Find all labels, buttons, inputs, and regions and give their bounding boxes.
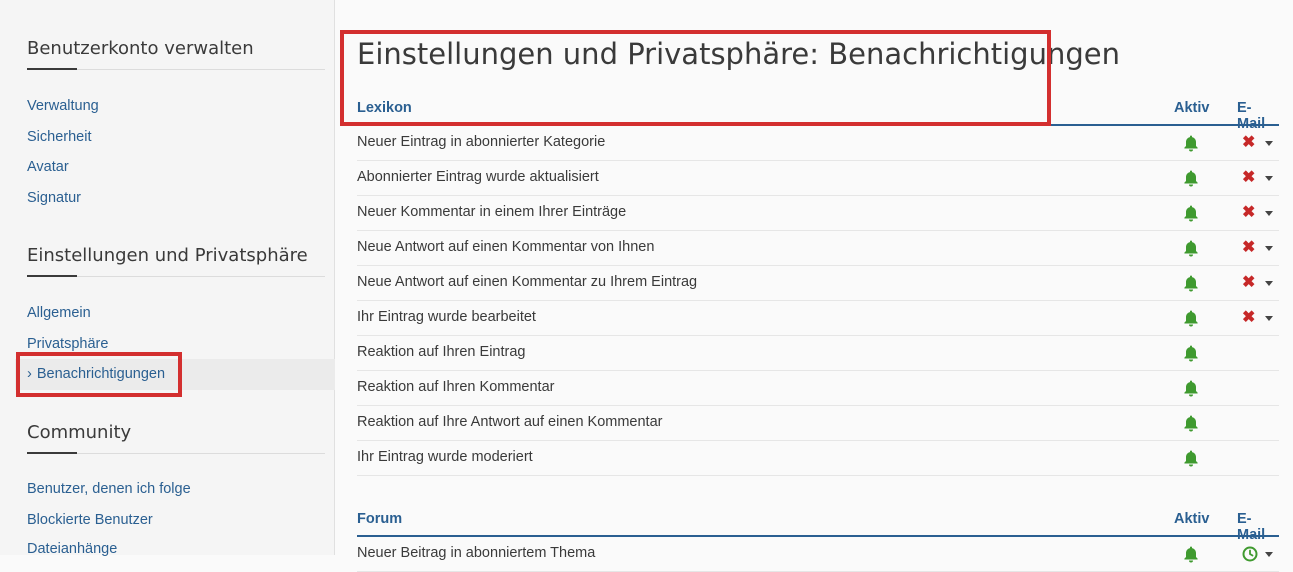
email-setting-dropdown[interactable]	[1242, 135, 1278, 151]
notification-label: Neuer Eintrag in abonnierter Kategorie	[357, 134, 606, 150]
sidebar-item-label: Benachrichtigungen	[36, 366, 166, 382]
caret-down-icon	[1265, 281, 1273, 286]
notification-label: Reaktion auf Ihren Kommentar	[357, 379, 555, 395]
bell-icon[interactable]	[1182, 204, 1200, 222]
x-icon: ✖	[1242, 134, 1256, 151]
email-setting-dropdown[interactable]	[1242, 170, 1278, 186]
notification-row	[357, 406, 1279, 441]
sidebar-item-blocked[interactable]: Blockierte Benutzer	[27, 512, 153, 528]
notification-label: Ihr Eintrag wurde bearbeitet	[357, 309, 536, 325]
sidebar-item-signatur[interactable]: Signatur	[27, 190, 82, 206]
notification-row	[357, 161, 1279, 196]
section-label: Lexikon	[357, 100, 412, 116]
caret-down-icon	[1265, 141, 1273, 146]
notification-row	[357, 126, 1279, 161]
bell-icon[interactable]	[1182, 274, 1200, 292]
sidebar	[0, 0, 335, 555]
x-icon: ✖	[1242, 239, 1256, 256]
x-icon: ✖	[1242, 169, 1256, 186]
clock-icon	[1242, 546, 1258, 562]
section-header-forum	[357, 511, 1279, 543]
email-setting-dropdown[interactable]	[1242, 310, 1278, 326]
notification-label: Reaktion auf Ihren Eintrag	[357, 344, 526, 360]
notification-label: Neuer Kommentar in einem Ihrer Einträge	[357, 204, 627, 220]
chevron-right-icon: ›	[27, 366, 32, 382]
sidebar-item-verwaltung[interactable]: Verwaltung	[27, 98, 99, 114]
sidebar-heading-settings: Einstellungen und Privatsphäre	[27, 245, 325, 277]
notification-row	[357, 441, 1279, 476]
bell-icon[interactable]	[1182, 134, 1200, 152]
caret-down-icon	[1265, 246, 1273, 251]
notification-label: Reaktion auf Ihre Antwort auf einen Kommentar	[357, 414, 663, 430]
column-header-email: E-Mail	[1237, 100, 1266, 132]
page-title: Einstellungen und Privatsphäre: Benachrichtigungen	[357, 37, 1120, 71]
sidebar-item-avatar[interactable]: Avatar	[27, 159, 69, 175]
email-setting-dropdown[interactable]	[1242, 546, 1278, 562]
sidebar-item-attachments[interactable]: Dateianhänge	[27, 541, 118, 557]
bell-icon[interactable]	[1182, 169, 1200, 187]
caret-down-icon	[1265, 211, 1273, 216]
caret-down-icon	[1265, 316, 1273, 321]
notification-label: Abonnierter Eintrag wurde aktualisiert	[357, 169, 599, 185]
sidebar-item-following[interactable]: Benutzer, denen ich folge	[27, 481, 191, 497]
x-icon: ✖	[1242, 309, 1256, 326]
email-setting-dropdown[interactable]	[1242, 240, 1278, 256]
notification-label: Neue Antwort auf einen Kommentar zu Ihrem Eintrag	[357, 274, 698, 290]
section-label: Forum	[357, 511, 403, 527]
notification-row	[357, 301, 1279, 336]
notification-row	[357, 371, 1279, 406]
email-setting-dropdown[interactable]	[1242, 275, 1278, 291]
sidebar-heading-account: Benutzerkonto verwalten	[27, 38, 325, 70]
notification-row	[357, 231, 1279, 266]
sidebar-heading-community: Community	[27, 422, 325, 454]
bell-icon[interactable]	[1182, 449, 1200, 467]
x-icon: ✖	[1242, 274, 1256, 291]
bell-icon[interactable]	[1182, 414, 1200, 432]
sidebar-item-privatsphaere[interactable]: Privatsphäre	[27, 336, 109, 352]
column-header-email: E-Mail	[1237, 511, 1266, 543]
notification-row	[357, 266, 1279, 301]
notification-row	[357, 196, 1279, 231]
bell-icon[interactable]	[1182, 239, 1200, 257]
column-header-active: Aktiv	[1174, 100, 1210, 116]
notification-label: Ihr Eintrag wurde moderiert	[357, 449, 533, 465]
sidebar-item-benachrichtigungen[interactable]	[27, 366, 165, 382]
sidebar-item-sicherheit[interactable]: Sicherheit	[27, 129, 92, 145]
bell-icon[interactable]	[1182, 379, 1200, 397]
bell-icon[interactable]	[1182, 309, 1200, 327]
caret-down-icon	[1265, 176, 1273, 181]
x-icon: ✖	[1242, 204, 1256, 221]
bell-icon[interactable]	[1182, 344, 1200, 362]
section-header-lexikon	[357, 100, 1279, 132]
notification-label: Neuer Beitrag in abonniertem Thema	[357, 545, 596, 561]
notification-row	[357, 336, 1279, 371]
email-setting-dropdown[interactable]	[1242, 205, 1278, 221]
notification-label: Neue Antwort auf einen Kommentar von Ihnen	[357, 239, 655, 255]
sidebar-item-allgemein[interactable]: Allgemein	[27, 305, 91, 321]
column-header-active: Aktiv	[1174, 511, 1210, 527]
bell-icon[interactable]	[1182, 545, 1200, 563]
